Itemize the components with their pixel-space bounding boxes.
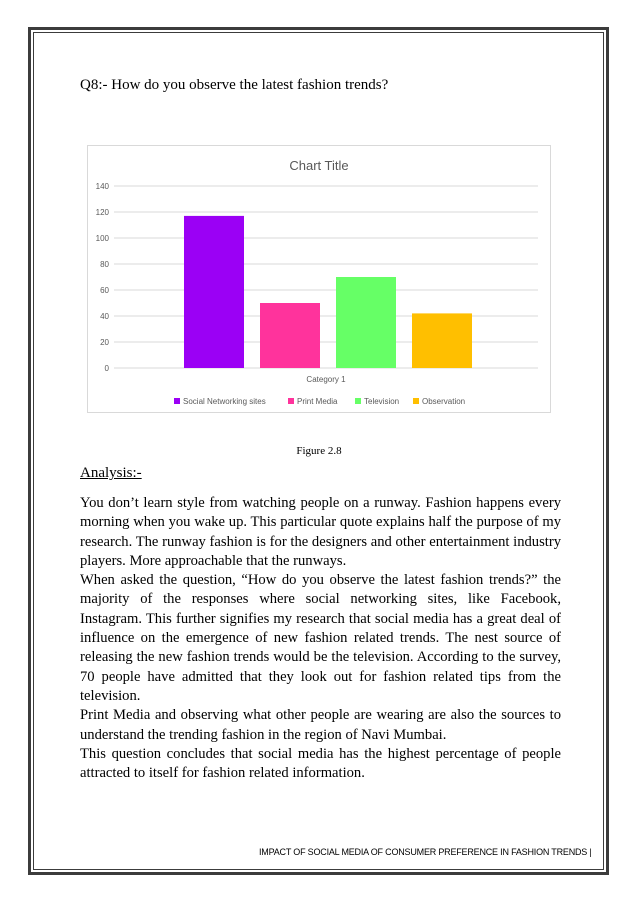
legend-swatch — [413, 398, 419, 404]
bar-print-media — [260, 303, 320, 368]
legend-swatch — [355, 398, 361, 404]
legend-label: Social Networking sites — [183, 397, 266, 406]
y-tick-label: 60 — [100, 286, 109, 295]
bar-television — [336, 277, 396, 368]
paragraph: When asked the question, “How do you observe the latest fashion trends?” the majority of the responses where social networking sites, like Facebook, Instagram. This further signifies my research that social media has a great deal of influence on the emergence of new fashion related trends. The nest source of releasing the new fashion trends would be the television. According to the survey, 70 people have admitted that they look out for fashion related tips from the television. — [80, 572, 561, 704]
y-tick-label: 140 — [95, 182, 109, 191]
x-category-label: Category 1 — [306, 375, 346, 384]
paragraph: This question concludes that social media has the highest percentage of people attracted to itself for fashion related information. — [80, 745, 561, 782]
y-tick-label: 120 — [95, 208, 109, 217]
legend-label: Television — [364, 397, 400, 406]
y-tick-label: 80 — [100, 260, 109, 269]
figure-caption: Figure 2.8 — [296, 445, 342, 457]
bar-social-networking-sites — [184, 216, 244, 368]
legend-label: Print Media — [297, 397, 338, 406]
legend-label: Observation — [422, 397, 466, 406]
y-tick-label: 20 — [100, 338, 109, 347]
y-tick-label: 100 — [95, 234, 109, 243]
bar-chart — [87, 145, 551, 413]
legend-swatch — [174, 398, 180, 404]
y-tick-label: 40 — [100, 312, 109, 321]
y-tick-label: 0 — [104, 364, 109, 373]
question-heading: Q8:- How do you observe the latest fashion trends? — [80, 77, 389, 93]
analysis-heading: Analysis:- — [80, 465, 142, 481]
paragraph: Print Media and observing what other people are wearing are also the sources to understand the trending fashion in the region of Navi Mumbai. — [80, 707, 561, 743]
page-footer: IMPACT OF SOCIAL MEDIA OF CONSUMER PREFERENCE IN FASHION TRENDS | — [259, 847, 592, 857]
chart-title: Chart Title — [289, 158, 349, 173]
chart-canvas — [88, 146, 550, 412]
bar-observation — [412, 313, 472, 368]
legend-swatch — [288, 398, 294, 404]
analysis-body — [80, 494, 561, 783]
paragraph: You don’t learn style from watching people on a runway. Fashion happens every morning when you wake up. This particular quote explains half the purpose of my research. The runway fashion is for the designers and other entertainment industry players. More approachable that the runways. — [80, 495, 561, 569]
